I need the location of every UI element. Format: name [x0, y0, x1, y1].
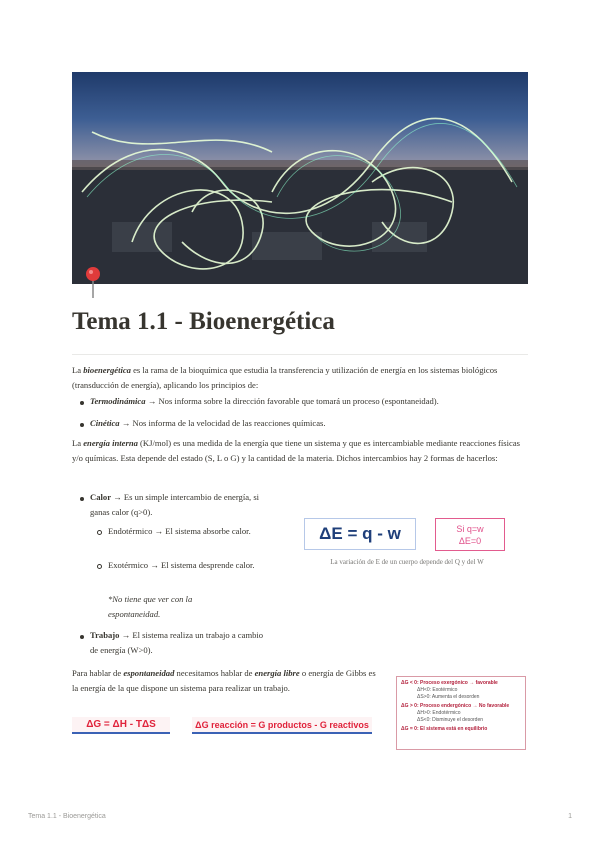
sub-item-endotermico: Endotérmico → El sistema absorbe calor.: [108, 526, 251, 536]
principle-term: Cinética: [90, 418, 120, 428]
principle-text: → Nos informa sobre la dirección favorable que tomará un proceso (espontaneidad).: [145, 396, 439, 406]
formula-side-note: [435, 518, 505, 551]
form-item-calor: [90, 490, 270, 520]
gibbs-reaction-equation: ΔG reacción = G productos - G reactivos: [192, 717, 372, 734]
footer-page-number: 1: [568, 813, 572, 820]
intro-paragraph: [72, 363, 528, 393]
spont-mid: necesitamos hablar de: [174, 668, 255, 678]
bullet-dot: [80, 497, 84, 501]
table-row-sub: ΔH>0: Endotérmico: [417, 710, 461, 716]
gibbs-criteria-table: [396, 676, 526, 750]
spont-term1: espontaneidad: [123, 668, 175, 678]
form-term: Calor: [90, 492, 112, 502]
form-text: → Es un simple intercambio de energía, si ganas calor (q>0).: [90, 492, 260, 517]
internal-pre: La: [72, 438, 84, 448]
intro-post: es la rama de la bioquímica que estudia la transferencia y utilización de energía en los sistemas biológicos (transducción de energía), aplicando los principios de:: [72, 365, 498, 390]
form-term: Trabajo: [90, 630, 120, 640]
divider: [72, 354, 528, 355]
table-row-head: ΔG < 0: Proceso exergónico → favorable: [401, 680, 498, 686]
spont-term2: energía libre: [254, 668, 300, 678]
spont-post: o energía de Gibbs es la energía de la que dispone un sistema para realizar un trabajo.: [72, 668, 376, 693]
table-row-head: ΔG > 0: Proceso endergónico → No favorable: [401, 703, 510, 709]
page-title: Tema 1.1 - Bioenergética: [72, 308, 335, 335]
table-row-sub: ΔH<0: Exotérmico: [417, 687, 458, 693]
internal-term: energía interna: [83, 438, 138, 448]
principle-term: Termodinámica: [90, 396, 146, 406]
internal-energy-paragraph: [72, 436, 528, 466]
internal-post: (KJ/mol) es una medida de la energía que tiene un sistema y que es intercambiable mediante reacciones físicas y/o químicas. Esta depende del estado (S, L o G) y la cantidad de la materia. Dichos intercambios hay 2 formas de hacerlos:: [72, 438, 521, 463]
side-line-2: ΔE=0: [458, 535, 482, 546]
spontaneity-paragraph: [72, 666, 382, 696]
form-item-trabajo: [90, 628, 265, 658]
sub-item-exotermico: Exotérmico → El sistema desprende calor.: [108, 560, 255, 570]
gibbs-equation: ΔG = ΔH - TΔS: [72, 717, 170, 734]
principle-item-termodinamica: [90, 394, 520, 409]
footer-title: Tema 1.1 - Bioenergética: [28, 813, 106, 820]
principle-item-cinetica: [90, 416, 520, 431]
table-row-head: ΔG = 0: El sistema está en equilibrio: [401, 726, 488, 732]
note-spontaneity: *No tiene que ver con la espontaneidad.: [108, 594, 193, 619]
principle-text: → Nos informa de la velocidad de las reacciones químicas.: [119, 418, 326, 428]
side-line-1: Si q=w: [456, 523, 484, 534]
sub-bullet-circle: [97, 564, 102, 569]
formula-caption: La variación de E de un cuerpo depende del Q y del W: [330, 558, 484, 566]
intro-term: bioenergética: [83, 365, 131, 375]
form-text: → El sistema realiza un trabajo a cambio de energía (W>0).: [90, 630, 264, 655]
sub-bullet-circle: [97, 530, 102, 535]
intro-pre: La: [72, 365, 84, 375]
pushpin-icon: [84, 266, 102, 298]
formula-delta-e: ΔE = q - w: [304, 518, 416, 550]
bullet-dot: [80, 423, 84, 427]
bullet-dot: [80, 401, 84, 405]
bullet-dot: [80, 635, 84, 639]
light-painting-illustration: [72, 72, 528, 284]
table-row-sub: ΔS>0: Aumenta el desorden: [417, 694, 480, 700]
spont-pre: Para hablar de: [72, 668, 124, 678]
table-row-sub: ΔS<0: Disminuye el desorden: [417, 717, 484, 723]
cover-image: [72, 72, 528, 284]
